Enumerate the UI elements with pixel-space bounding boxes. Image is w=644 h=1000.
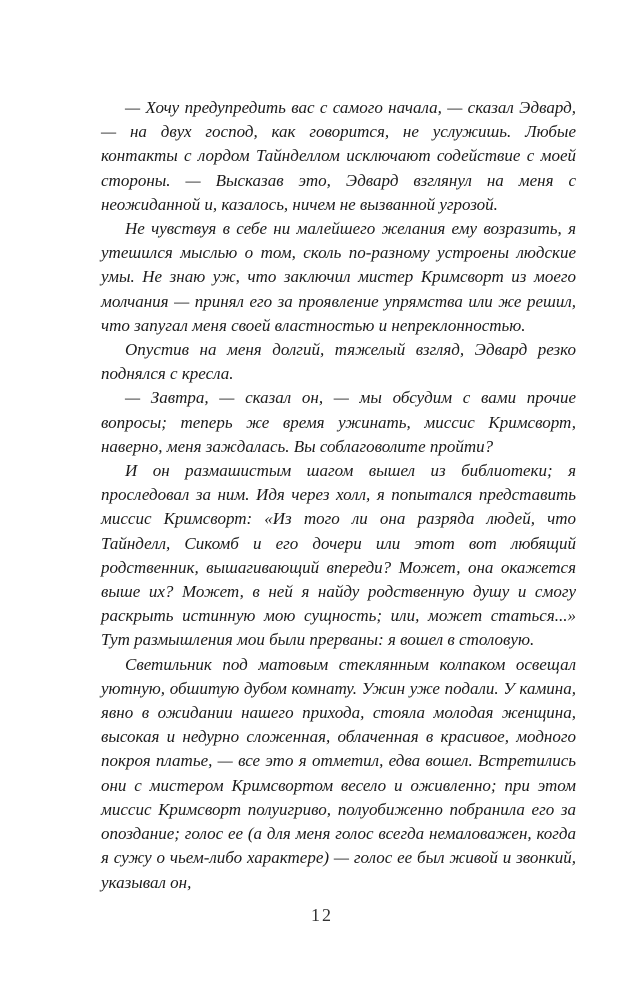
body-text: [101, 96, 576, 895]
page-number: 12: [311, 905, 333, 925]
paragraph: И он размашистым шагом вышел из библиотеки; я проследовал за ним. Идя через холл, я попытался представить миссис Кримсворт: «Из того ли она разряда людей, что Тайнделл, Сикомб и его дочери или этот вот любящий родственник, вышагивающий впереди? Может, она окажется выше их? Может, в ней я найду родственную душу и смогу раскрыть истинную мою сущность; или, может статься...» Тут размышления мои были прерваны: я вошел в столовую.: [101, 461, 576, 650]
paragraph: — Завтра, — сказал он, — мы обсудим с вами прочие вопросы; теперь же время ужинать, миссис Кримсворт, наверно, меня заждалась. Вы соблаговолите пройти?: [101, 388, 576, 456]
paragraph: — Хочу предупредить вас с самого начала, — сказал Эдвард, — на двух господ, как говорится, не услужишь. Любые контакты с лордом Тайнделлом исключают содействие с моей стороны. — Высказав это, Эдвард взглянул на меня с неожиданной и, казалось, ничем не вызванной угрозой.: [101, 98, 576, 214]
paragraph: Опустив на меня долгий, тяжелый взгляд, Эдвард резко поднялся с кресла.: [101, 340, 576, 384]
paragraph: Не чувствуя в себе ни малейшего желания ему возразить, я утешился мыслью о том, сколь по-разному устроены людские умы. Не знаю уж, что заключил мистер Кримсворт из моего молчания — принял его за проявление упрямства или же решил, что запугал меня своей властностью и непреклонностью.: [101, 219, 576, 335]
paragraph: Светильник под матовым стеклянным колпаком освещал уютную, обшитую дубом комнату. Ужин уже подали. У камина, явно в ожидании нашего прихода, стояла молодая женщина, высокая и недурно сложенная, облаченная в красивое, модного покроя платье, — все это я отметил, едва вошел. Встретились они с мистером Кримсвортом весело и оживленно; при этом миссис Кримсворт полуигриво, полуобиженно побранила его за опоздание; голос ее (а для меня голос всегда немаловажен, когда я сужу о чьем-либо характере) — голос ее был живой и звонкий, указывал он,: [101, 654, 576, 892]
